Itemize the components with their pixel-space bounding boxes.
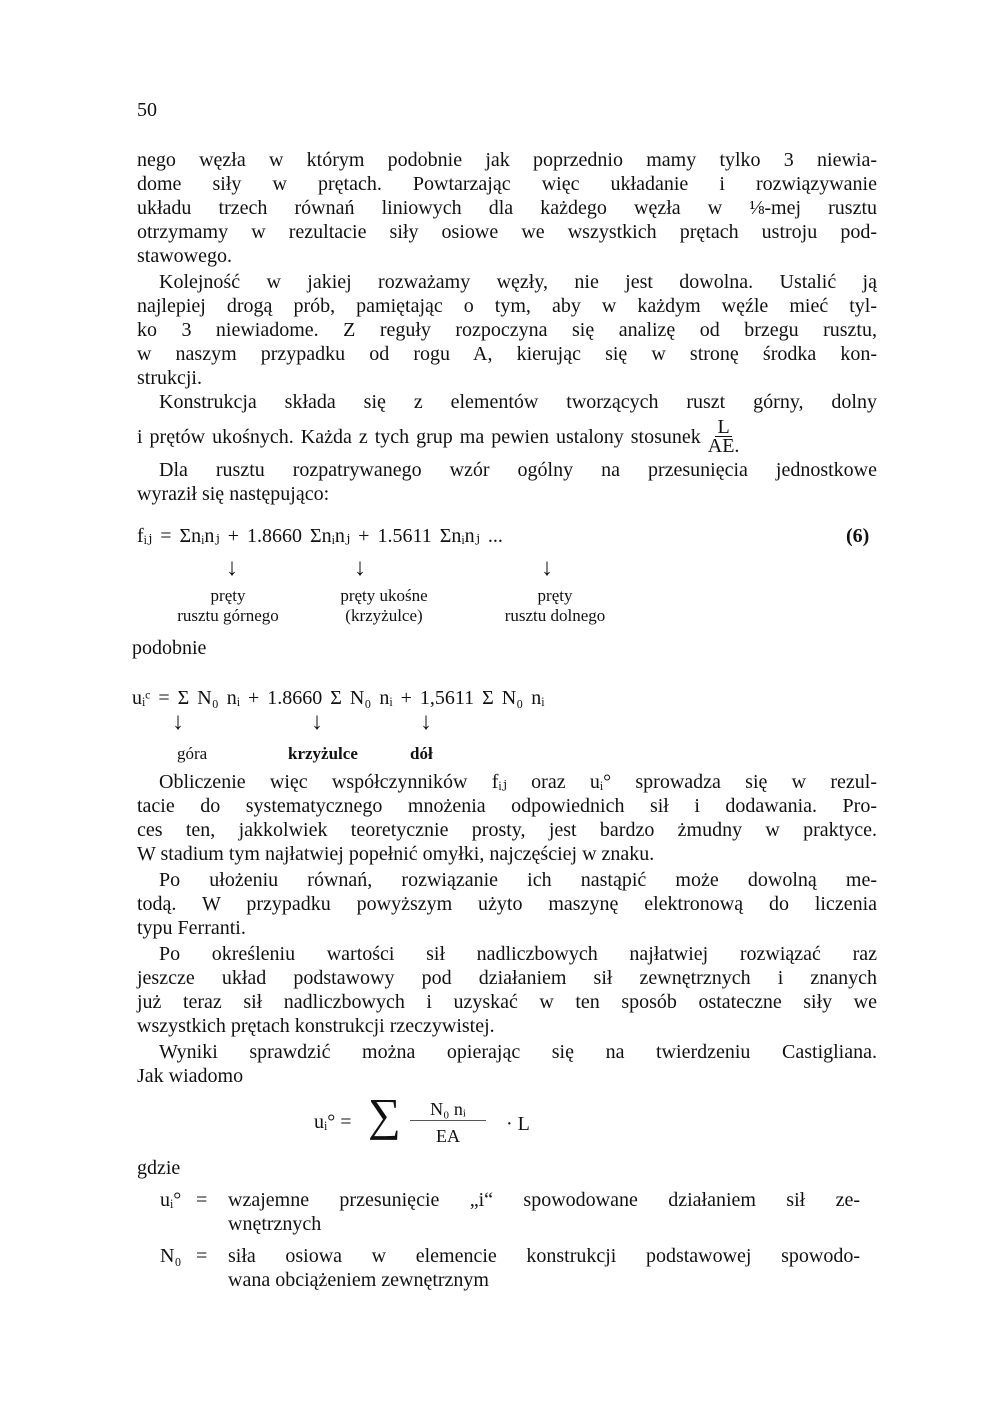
paragraph-line: Wyniki sprawdzić można opierając się na twierdzeniu Castigliana. xyxy=(159,1041,877,1063)
label-line: pręty xyxy=(210,586,246,605)
definition-text: wzajemne przesunięcie „i“ spowodowane działaniem sił ze- xyxy=(228,1189,860,1211)
arrow-down-icon: ↓ xyxy=(541,555,553,581)
arrow-down-icon: ↓ xyxy=(172,709,184,735)
fraction-denominator: AE. xyxy=(707,435,740,457)
fraction-l-over-ae xyxy=(708,418,740,455)
arrow-down-icon: ↓ xyxy=(311,709,323,735)
paragraph-line: dome siły w prętach. Powtarzając więc układanie i rozwiązywanie xyxy=(137,173,877,195)
label-line: rusztu dolnego xyxy=(504,606,606,625)
arrow-down-icon: ↓ xyxy=(420,709,432,735)
paragraph-text: i prętów ukośnych. Każda z tych grup ma pewien ustalony stosunek xyxy=(137,426,701,449)
paragraph-line: już teraz sił nadliczbowych i uzyskać w ten sposób ostateczne siły we xyxy=(137,991,877,1013)
label-line: pręty ukośne xyxy=(340,586,428,605)
paragraph-line: najlepiej drogą prób, pamiętając o tym, aby w każdym węźle mieć tyl- xyxy=(137,295,877,317)
fraction-denominator: EA xyxy=(436,1126,460,1146)
sum-sign: ∑ xyxy=(368,1089,401,1140)
definition-equals: = xyxy=(196,1189,208,1211)
paragraph-line: wyraził się następująco: xyxy=(137,483,330,505)
paragraph-line: Kolejność w jakiej rozważamy węzły, nie jest dowolna. Ustalić ją xyxy=(159,271,877,293)
label: dół xyxy=(410,744,433,763)
label-line: (krzyżulce) xyxy=(345,606,423,625)
formula-castigliano-lhs: uᵢ° = xyxy=(314,1111,352,1133)
podobnie-text: podobnie xyxy=(132,637,207,659)
paragraph-line: ko 3 niewiadome. Z reguły rozpoczyna się analizę od brzegu rusztu, xyxy=(137,319,877,341)
equation-number: (6) xyxy=(846,525,870,547)
gdzie-text: gdzie xyxy=(137,1157,181,1179)
label xyxy=(158,584,298,628)
paragraph-line: tacie do systematycznego mnożenia odpowiednich sił i dodawania. Pro- xyxy=(137,795,877,817)
paragraph-line: wszystkich prętach konstrukcji rzeczywistej. xyxy=(137,1015,495,1037)
paragraph-line: Po określeniu wartości sił nadliczbowych najłatwiej rozwiązać raz xyxy=(159,943,877,965)
paragraph-line: ces ten, jakkolwiek teoretycznie prosty, jest bardzo żmudny w praktyce. xyxy=(137,819,877,841)
definition-symbol: N₀ xyxy=(160,1245,182,1267)
label xyxy=(486,584,624,628)
paragraph-line: w naszym przypadku od rogu A, kierując się w stronę środka kon- xyxy=(137,343,877,365)
paragraph-line: typu Ferranti. xyxy=(137,917,246,939)
definition-text: siła osiowa w elemencie konstrukcji podstawowej spowodo- xyxy=(228,1245,860,1267)
paragraph-line: otrzymamy w rezultacie siły osiowe we wszystkich prętach ustroju pod- xyxy=(137,221,877,243)
fraction-numerator: L xyxy=(717,416,730,438)
paragraph-line: nego węzła w którym podobnie jak poprzednio mamy tylko 3 niewia- xyxy=(137,149,877,171)
formula-u: uᵢᶜ = Σ N₀ nᵢ + 1.8660 Σ N₀ nᵢ + 1,5611 Σ N₀ nᵢ xyxy=(132,687,545,709)
definition-text: wana obciążeniem zewnętrznym xyxy=(228,1269,489,1291)
arrow-down-icon: ↓ xyxy=(354,555,366,581)
formula-rhs: · L xyxy=(506,1113,530,1135)
paragraph-line: strukcji. xyxy=(137,367,202,389)
definition-equals: = xyxy=(196,1245,208,1267)
page-number: 50 xyxy=(137,99,157,121)
paragraph-line: todą. W przypadku powyższym użyto maszynę elektronową do liczenia xyxy=(137,893,877,915)
formula-6: fᵢⱼ = Σnᵢnⱼ + 1.8660 Σnᵢnⱼ + 1.5611 Σnᵢnⱼ ... xyxy=(137,525,503,547)
paragraph-line xyxy=(137,416,740,457)
label: góra xyxy=(177,744,208,763)
paragraph-line: Obliczenie więc współczynników fᵢⱼ oraz uᵢ° sprowadza się w rezul- xyxy=(159,771,877,793)
label: krzyżulce xyxy=(288,744,358,763)
paragraph-line: Jak wiadomo xyxy=(137,1065,244,1087)
fraction-numerator: N₀ nᵢ xyxy=(410,1098,486,1121)
label-line: rusztu górnego xyxy=(177,606,279,625)
paragraph-line: W stadium tym najłatwiej popełnić omyłki, najczęściej w znaku. xyxy=(137,843,655,865)
definition-symbol: uᵢ° xyxy=(160,1189,182,1211)
paragraph-line: stawowego. xyxy=(137,245,232,267)
label xyxy=(318,584,450,628)
label-line: pręty xyxy=(537,586,573,605)
definition-text: wnętrznych xyxy=(228,1213,322,1235)
paragraph-line: Po ułożeniu równań, rozwiązanie ich nastąpić może dowolną me- xyxy=(159,869,877,891)
arrow-down-icon: ↓ xyxy=(226,555,238,581)
paragraph-line: Dla rusztu rozpatrywanego wzór ogólny na przesunięcia jednostkowe xyxy=(159,459,877,481)
paragraph-line: Konstrukcja składa się z elementów tworzących ruszt górny, dolny xyxy=(159,391,877,413)
paragraph-line: jeszcze układ podstawowy pod działaniem sił zewnętrznych i znanych xyxy=(137,967,877,989)
paragraph-line: układu trzech równań liniowych dla każdego węzła w ⅛-mej rusztu xyxy=(137,197,877,219)
